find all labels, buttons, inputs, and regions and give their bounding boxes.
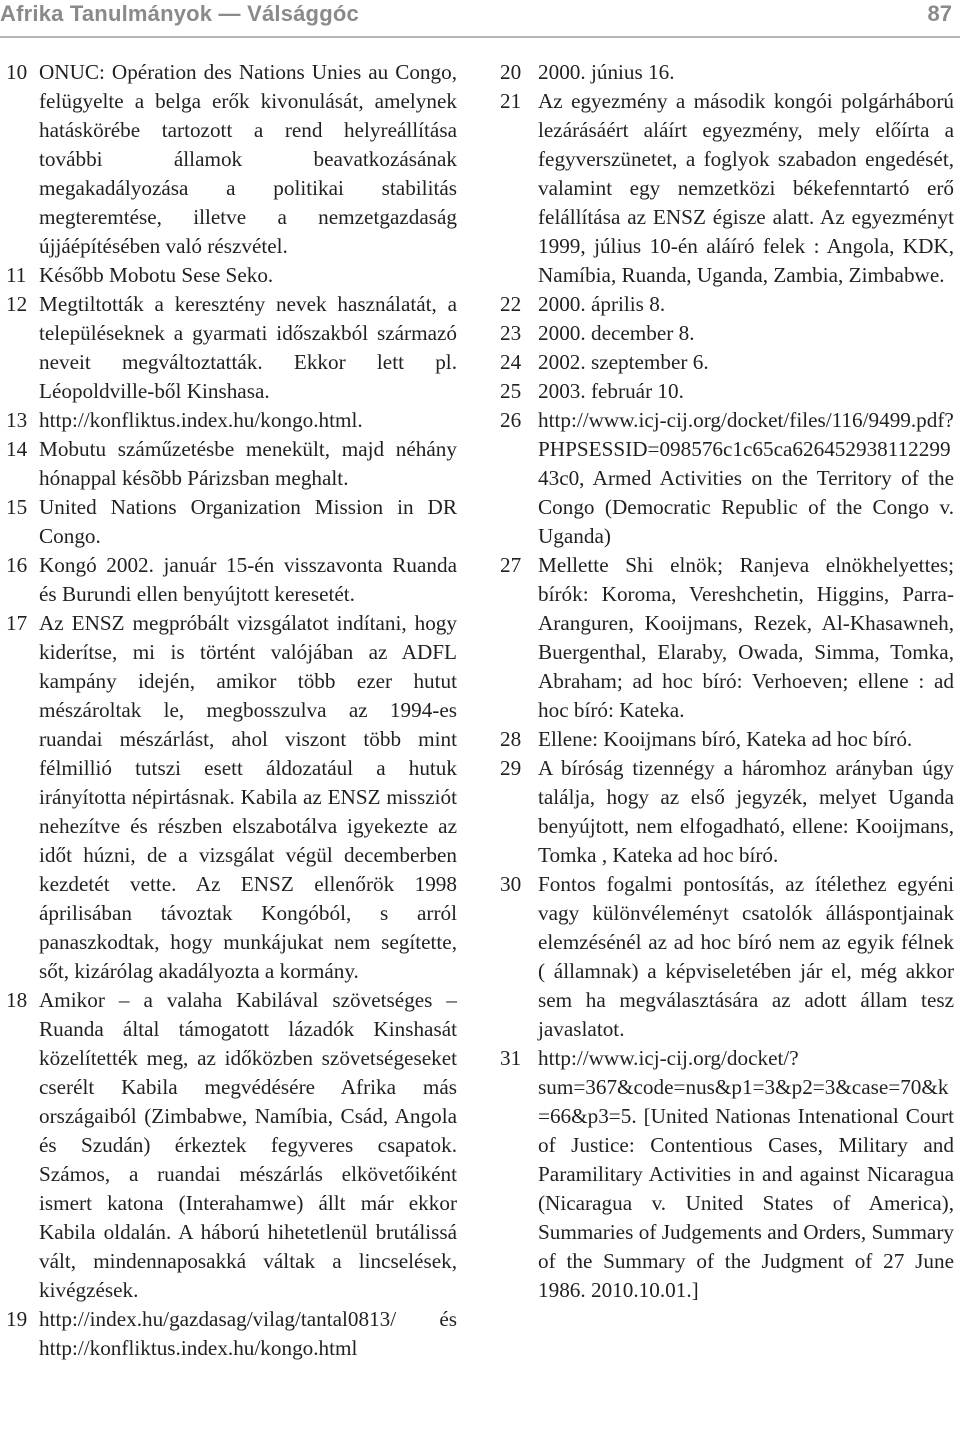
footnote-text: Mellette Shi elnök; Ranjeva elnökhelyettes; bírók: Koroma, Vereshchetin, Higgins, Parra-Aranguren, Kooijmans, Rezek, Al-Khasawneh, Buergenthal, Elaraby, Owada, Simma, Tomka, Abraham; ad hoc bíró: Verhoeven; ellene : ad hoc bíró: Kateka. [538,553,954,722]
footnote-text: Később Mobotu Sese Seko. [39,263,274,287]
footnote-text: 2003. február 10. [538,379,684,403]
footnote-text: http://index.hu/gazdasag/vilag/tantal0813/ és http://konfliktus.index.hu/kongo.html [39,1307,457,1360]
footnote-number: 30 [500,872,522,896]
footnote-25 [500,377,954,406]
footnote-number: 23 [500,321,522,345]
footnote-12 [6,290,457,406]
footnote-27 [500,551,954,725]
footnote-text: 2000. december 8. [538,321,695,345]
footnote-19 [6,1305,457,1363]
footnote-text: Megtiltották a keresztény nevek használatát, a településeknek a gyarmati időszakból származó neveit megváltoztatták. Ekkor lett pl. Léopoldville-ből Kinshasa. [39,292,457,403]
footnote-21 [500,87,954,290]
running-header [0,0,960,40]
footnote-number: 26 [500,408,522,432]
footnotes-right-column [500,58,954,1305]
footnote-text: Ellene: Kooijmans bíró, Kateka ad hoc bíró. [538,727,913,751]
footnote-number: 13 [6,408,28,432]
footnote-number: 25 [500,379,522,403]
footnote-text: Amikor – a valaha Kabilával szövetséges – Ruanda által támogatott lázadók Kinshasát közelítették meg, az időközben szövetségeseket cserélt Kabila megvédésére Afrika más országaiból (Zimbabwe, Namíbia, Csád, Angola és Szudán) érkeztek fegyveres csapatok. Számos, a ruandai mészárlás elkövetőiként ismert katona (Interahamwe) állt már ekkor Kabila oldalán. A háború hihetetlenül brutálissá vált, mindennaposakká váltak a lincselések, kivégzések. [39,988,457,1302]
footnote-number: 17 [6,611,28,635]
footnote-text: United Nations Organization Mission in DR Congo. [39,495,457,548]
footnote-13 [6,406,457,435]
footnotes-left-column [6,58,457,1363]
header-divider [0,36,960,38]
footnote-22 [500,290,954,319]
footnote-number: 16 [6,553,28,577]
footnote-23 [500,319,954,348]
footnote-number: 24 [500,350,522,374]
footnote-29 [500,754,954,870]
footnote-11 [6,261,457,290]
footnote-31 [500,1044,954,1305]
footnote-text: Kongó 2002. január 15-én visszavonta Ruanda és Burundi ellen benyújtott keresetét. [39,553,457,606]
page-number: 87 [927,1,952,26]
footnote-number: 21 [500,89,522,113]
footnote-17 [6,609,457,986]
footnote-15 [6,493,457,551]
footnote-number: 27 [500,553,522,577]
footnote-14 [6,435,457,493]
footnote-number: 29 [500,756,522,780]
journal-title: Afrika Tanulmányok — Válsággóc [0,1,359,26]
footnote-number: 12 [6,292,28,316]
footnote-text: ONUC: Opération des Nations Unies au Congo, felügyelte a belga erők kivonulását, amelynek hatáskörébe tartozott a rend helyreállítása további államok beavatkozásának megakadályozása a politikai stabilitás megteremtése, illetve a nemzetgazdaság újjáépítésében való részvétel. [39,60,457,258]
footnote-text: http://konfliktus.index.hu/kongo.html. [39,408,363,432]
footnote-text: Fontos fogalmi pontosítás, az ítélethez egyéni vagy különvéleményt csatolók álláspontjainak elemzésénél az ad hoc bíró nem az egyik félnek ( államnak) a képviseletében jár el, még akkor sem ha megválasztására az adott állam tesz javaslatot. [538,872,954,1041]
footnote-number: 31 [500,1046,522,1070]
footnote-24 [500,348,954,377]
footnote-28 [500,725,954,754]
footnote-20 [500,58,954,87]
footnote-text: 2002. szeptember 6. [538,350,709,374]
footnote-number: 11 [6,263,27,287]
footnote-number: 14 [6,437,28,461]
footnote-number: 28 [500,727,522,751]
footnote-text: A bíróság tizennégy a háromhoz arányban úgy találja, hogy az első jegyzék, melyet Uganda benyújtott, nem elfogadható, ellene: Kooijmans, Tomka , Kateka ad hoc bíró. [538,756,954,867]
footnote-number: 20 [500,60,522,84]
footnote-number: 18 [6,988,28,1012]
footnote-number: 22 [500,292,522,316]
footnote-text: Az ENSZ megpróbált vizsgálatot indítani, hogy kiderítse, mi is történt valójában az ADFL kampány idején, amikor több ezer hutut mészároltak le, megbosszulva az 1994-es ruandai mészárlást, ahol viszont több mint félmillió tutszi esett áldozatául a hutuk irányította népirtásnak. Kabila az ENSZ missziót nehezítve és részben elszabotálva igyekezte az időt húzni, de a vizsgálat végül decemberben kezdetét vette. Az ENSZ ellenőrök 1998 áprilisában távoztak Kongóból, s arról panaszkodtak, hogy munkájukat nem segítette, sőt, kizárólag akadályozta a kormány. [39,611,457,983]
footnote-number: 10 [6,60,28,84]
footnote-26 [500,406,954,551]
footnote-16 [6,551,457,609]
footnote-text: http://www.icj-cij.org/docket/?sum=367&code=nus&p1=3&p2=3&case=70&k=66&p3=5. [United Nationas Intenational Court of Justice: Contentious Cases, Military and Paramilitary Activities in and against Nicaragua (Nicaragua v. United States of America), Summaries of Judgements and Orders, Summary of the Summary of the Judgment of 27 June 1986. 2010.10.01.] [538,1046,954,1302]
footnote-18 [6,986,457,1305]
footnote-text: 2000. június 16. [538,60,675,84]
footnote-30 [500,870,954,1044]
footnote-text: http://www.icj-cij.org/docket/files/116/9499.pdf?PHPSESSID=098576c1c65ca62645293811229943c0, Armed Activities on the Territory of the Congo (Democratic Republic of the Congo v. Uganda) [538,408,954,548]
footnote-10 [6,58,457,261]
footnote-text: Az egyezmény a második kongói polgárháború lezárásáért aláírt egyezmény, mely előírta a fegyverszünetet, a foglyok szabadon engedését, valamint egy nemzetközi békefenntartó erő felállítása az ENSZ égisze alatt. Az egyezményt 1999, július 10-én aláíró felek : Angola, KDK, Namíbia, Ruanda, Uganda, Zambia, Zimbabwe. [538,89,954,287]
footnote-text: 2000. április 8. [538,292,666,316]
footnote-number: 15 [6,495,28,519]
footnote-text: Mobutu száműzetésbe menekült, majd néhány hónappal késõbb Párizsban meghalt. [39,437,457,490]
footnote-number: 19 [6,1307,28,1331]
